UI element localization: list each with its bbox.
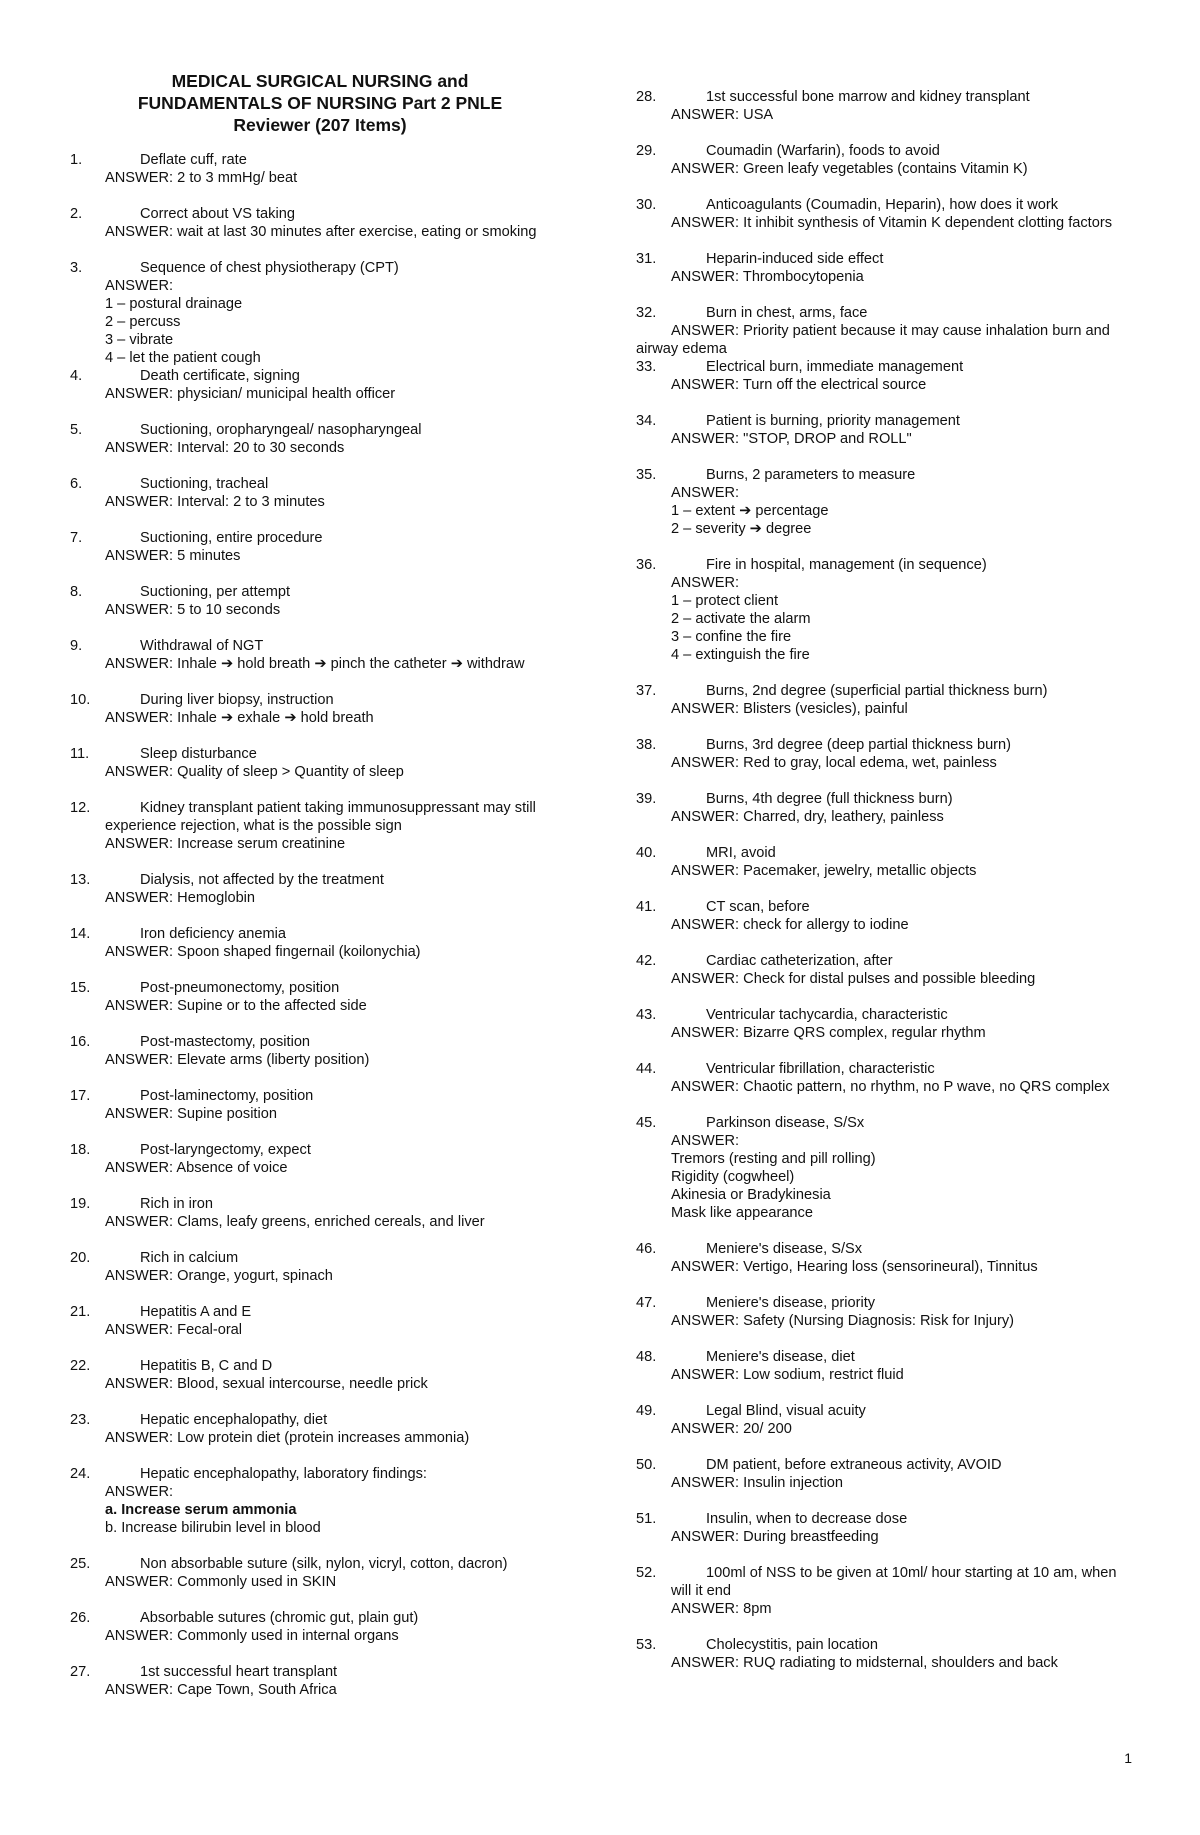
answer-text: ANSWER: Cape Town, South Africa	[105, 1682, 337, 1698]
answer-text: ANSWER: Turn off the electrical source	[671, 377, 927, 393]
answer-text: ANSWER: Insulin injection	[671, 1475, 843, 1491]
qa-item	[70, 475, 570, 511]
question-text: Patient is burning, priority management	[706, 413, 960, 429]
item-number: 44.	[636, 1061, 657, 1077]
question-line	[636, 1564, 1126, 1600]
question-line	[636, 88, 1126, 106]
item-number: 35.	[636, 467, 657, 483]
question-text: Insulin, when to decrease dose	[706, 1511, 908, 1527]
question-line	[70, 583, 570, 601]
question-line	[636, 898, 1126, 916]
qa-item	[70, 205, 570, 241]
qa-item	[70, 979, 570, 1015]
item-number: 8.	[70, 584, 83, 600]
item-number: 45.	[636, 1115, 657, 1131]
answer-text: ANSWER: Priority patient because it may cause inhalation burn and airway edema	[636, 323, 1110, 357]
question-line	[636, 1114, 1126, 1132]
question-text: Kidney transplant patient taking immunosuppressant may still experience rejection, what is the possible sign	[105, 800, 536, 834]
answer-line: 1 – extent ➔ percentage	[671, 503, 829, 519]
answer-text: ANSWER:	[671, 1133, 740, 1149]
question-text: Coumadin (Warfarin), foods to avoid	[706, 143, 940, 159]
question-text: During liver biopsy, instruction	[140, 692, 334, 708]
item-number: 27.	[70, 1664, 91, 1680]
item-number: 41.	[636, 899, 657, 915]
question-text: Burns, 2 parameters to measure	[706, 467, 916, 483]
item-number: 46.	[636, 1241, 657, 1257]
qa-item	[636, 1348, 1126, 1384]
question-text: Post-laryngectomy, expect	[140, 1142, 311, 1158]
question-line	[70, 1411, 570, 1429]
question-text: DM patient, before extraneous activity, AVOID	[706, 1457, 1002, 1473]
question-text: CT scan, before	[706, 899, 810, 915]
item-number: 25.	[70, 1556, 91, 1572]
answer-text: ANSWER: Interval: 20 to 30 seconds	[105, 440, 345, 456]
question-line	[70, 799, 570, 835]
answer-text: ANSWER: Spoon shaped fingernail (koilonychia)	[105, 944, 421, 960]
question-line	[70, 1033, 570, 1051]
question-text: Fire in hospital, management (in sequence)	[706, 557, 987, 573]
answer-line: 2 – severity ➔ degree	[671, 521, 812, 537]
answer-text: ANSWER: Thrombocytopenia	[671, 269, 864, 285]
question-text: Cholecystitis, pain location	[706, 1637, 878, 1653]
question-line	[636, 1060, 1126, 1078]
question-text: Post-mastectomy, position	[140, 1034, 311, 1050]
item-number: 6.	[70, 476, 83, 492]
item-number: 3.	[70, 260, 83, 276]
question-text: Absorbable sutures (chromic gut, plain gut)	[140, 1610, 419, 1626]
item-number: 9.	[70, 638, 83, 654]
answer-text: ANSWER: RUQ radiating to midsternal, shoulders and back	[671, 1655, 1058, 1671]
qa-item	[70, 421, 570, 457]
question-text: Iron deficiency anemia	[140, 926, 287, 942]
question-line	[636, 556, 1126, 574]
answer-text: ANSWER: Clams, leafy greens, enriched cereals, and liver	[105, 1214, 485, 1230]
answer-line: 3 – vibrate	[105, 332, 174, 348]
question-line	[70, 367, 570, 385]
question-text: Ventricular fibrillation, characteristic	[706, 1061, 935, 1077]
question-text: Meniere's disease, diet	[706, 1349, 855, 1365]
qa-item	[70, 1033, 570, 1069]
item-number: 53.	[636, 1637, 657, 1653]
answer-text: ANSWER: It inhibit synthesis of Vitamin K dependent clotting factors	[671, 215, 1112, 231]
qa-item	[636, 844, 1126, 880]
qa-item	[70, 1195, 570, 1231]
question-line	[70, 745, 570, 763]
item-number: 18.	[70, 1142, 91, 1158]
question-line	[70, 1303, 570, 1321]
question-line	[636, 682, 1126, 700]
question-text: Suctioning, tracheal	[140, 476, 269, 492]
left-column	[70, 70, 570, 1717]
item-number: 12.	[70, 800, 91, 816]
qa-item	[70, 745, 570, 781]
qa-item	[636, 1510, 1126, 1546]
qa-item	[70, 637, 570, 673]
answer-text: ANSWER: Bizarre QRS complex, regular rhythm	[671, 1025, 986, 1041]
item-number: 26.	[70, 1610, 91, 1626]
question-line	[70, 979, 570, 997]
question-line	[70, 925, 570, 943]
question-text: Deflate cuff, rate	[140, 152, 247, 168]
left-items	[70, 151, 570, 1699]
question-line	[70, 529, 570, 547]
answer-text: ANSWER: Hemoglobin	[105, 890, 256, 906]
qa-item	[636, 1456, 1126, 1492]
answer-text: ANSWER: Quality of sleep > Quantity of sleep	[105, 764, 404, 780]
question-text: Dialysis, not affected by the treatment	[140, 872, 384, 888]
item-number: 40.	[636, 845, 657, 861]
answer-text: ANSWER: Low protein diet (protein increases ammonia)	[105, 1430, 470, 1446]
qa-item	[70, 367, 570, 403]
qa-item	[636, 196, 1126, 232]
answer-text: ANSWER: During breastfeeding	[671, 1529, 879, 1545]
qa-item	[70, 799, 570, 853]
answer-text: ANSWER: Commonly used in SKIN	[105, 1574, 337, 1590]
answer-text: ANSWER: Red to gray, local edema, wet, painless	[671, 755, 997, 771]
question-line	[636, 1240, 1126, 1258]
question-line	[70, 475, 570, 493]
right-items	[636, 88, 1126, 1672]
answer-line: Mask like appearance	[671, 1205, 813, 1221]
question-line	[636, 412, 1126, 430]
answer-text: ANSWER: Blisters (vesicles), painful	[671, 701, 908, 717]
answer-text: ANSWER: Inhale ➔ exhale ➔ hold breath	[105, 710, 374, 726]
answer-text: ANSWER: wait at last 30 minutes after exercise, eating or smoking	[105, 224, 537, 240]
qa-item	[636, 1636, 1126, 1672]
qa-item	[636, 1564, 1126, 1618]
question-text: 1st successful heart transplant	[140, 1664, 338, 1680]
qa-item	[636, 952, 1126, 988]
answer-text: ANSWER: Blood, sexual intercourse, needle prick	[105, 1376, 428, 1392]
qa-item	[70, 691, 570, 727]
question-line	[636, 358, 1126, 376]
question-line	[70, 871, 570, 889]
item-number: 47.	[636, 1295, 657, 1311]
answer-line: Tremors (resting and pill rolling)	[671, 1151, 876, 1167]
qa-item	[70, 1663, 570, 1699]
item-number: 19.	[70, 1196, 91, 1212]
question-line	[70, 151, 570, 169]
question-line	[636, 1402, 1126, 1420]
question-text: Post-pneumonectomy, position	[140, 980, 340, 996]
question-line	[70, 1465, 570, 1483]
question-text: Parkinson disease, S/Sx	[706, 1115, 865, 1131]
question-line	[70, 259, 570, 277]
item-number: 20.	[70, 1250, 91, 1266]
qa-item	[636, 1006, 1126, 1042]
question-text: Post-laminectomy, position	[140, 1088, 314, 1104]
qa-item	[636, 790, 1126, 826]
answer-line: 2 – percuss	[105, 314, 181, 330]
page-number: 1	[1124, 1750, 1132, 1766]
question-text: Withdrawal of NGT	[140, 638, 264, 654]
qa-item	[636, 412, 1126, 448]
question-line	[636, 1006, 1126, 1024]
qa-item	[636, 358, 1126, 394]
question-line	[636, 736, 1126, 754]
answer-line: a. Increase serum ammonia	[105, 1502, 297, 1518]
question-text: 100ml of NSS to be given at 10ml/ hour starting at 10 am, when will it end	[671, 1565, 1117, 1599]
answer-text: ANSWER: check for allergy to iodine	[671, 917, 909, 933]
qa-item	[70, 259, 570, 367]
answer-text: ANSWER:	[671, 485, 740, 501]
title-line: FUNDAMENTALS OF NURSING Part 2 PNLE	[137, 93, 503, 113]
question-text: Death certificate, signing	[140, 368, 300, 384]
answer-text: ANSWER: Charred, dry, leathery, painless	[671, 809, 944, 825]
answer-text: ANSWER: USA	[671, 107, 774, 123]
question-line	[636, 1510, 1126, 1528]
question-text: Anticoagulants (Coumadin, Heparin), how does it work	[706, 197, 1059, 213]
answer-text: ANSWER: Orange, yogurt, spinach	[105, 1268, 333, 1284]
question-line	[70, 1663, 570, 1681]
item-number: 31.	[636, 251, 657, 267]
question-line	[636, 1348, 1126, 1366]
qa-item	[70, 871, 570, 907]
answer-text: ANSWER: 20/ 200	[671, 1421, 792, 1437]
answer-text: ANSWER:	[671, 575, 740, 591]
item-number: 50.	[636, 1457, 657, 1473]
question-line	[636, 844, 1126, 862]
item-number: 33.	[636, 359, 657, 375]
answer-text: ANSWER:	[105, 278, 174, 294]
question-line	[636, 1456, 1126, 1474]
item-number: 30.	[636, 197, 657, 213]
item-number: 11.	[70, 746, 90, 762]
item-number: 39.	[636, 791, 657, 807]
item-number: 17.	[70, 1088, 91, 1104]
title-line: Reviewer (207 Items)	[233, 115, 407, 135]
qa-item	[70, 529, 570, 565]
answer-text: ANSWER: Green leafy vegetables (contains Vitamin K)	[671, 161, 1028, 177]
item-number: 24.	[70, 1466, 91, 1482]
question-text: Cardiac catheterization, after	[706, 953, 893, 969]
item-number: 42.	[636, 953, 657, 969]
qa-item	[636, 250, 1126, 286]
question-text: Hepatic encephalopathy, diet	[140, 1412, 328, 1428]
question-line	[636, 304, 1126, 322]
question-text: 1st successful bone marrow and kidney transplant	[706, 89, 1030, 105]
answer-text: ANSWER: Safety (Nursing Diagnosis: Risk for Injury)	[671, 1313, 1015, 1329]
item-number: 2.	[70, 206, 83, 222]
question-line	[70, 1609, 570, 1627]
qa-item	[70, 925, 570, 961]
item-number: 38.	[636, 737, 657, 753]
qa-item	[636, 1060, 1126, 1096]
item-number: 43.	[636, 1007, 657, 1023]
question-text: Sleep disturbance	[140, 746, 257, 762]
item-number: 7.	[70, 530, 83, 546]
qa-item	[636, 142, 1126, 178]
answer-line: 3 – confine the fire	[671, 629, 792, 645]
question-line	[636, 952, 1126, 970]
question-text: Legal Blind, visual acuity	[706, 1403, 866, 1419]
question-text: Meniere's disease, S/Sx	[706, 1241, 863, 1257]
answer-text: ANSWER: 8pm	[671, 1601, 772, 1617]
item-number: 5.	[70, 422, 83, 438]
question-text: Electrical burn, immediate management	[706, 359, 964, 375]
qa-item	[636, 466, 1126, 538]
answer-text: ANSWER: Chaotic pattern, no rhythm, no P wave, no QRS complex	[671, 1079, 1110, 1095]
item-number: 52.	[636, 1565, 657, 1581]
question-text: Meniere's disease, priority	[706, 1295, 876, 1311]
qa-item	[70, 1249, 570, 1285]
question-text: Sequence of chest physiotherapy (CPT)	[140, 260, 399, 276]
question-text: Non absorbable suture (silk, nylon, vicryl, cotton, dacron)	[140, 1556, 508, 1572]
qa-item	[636, 736, 1126, 772]
question-text: MRI, avoid	[706, 845, 776, 861]
question-line	[70, 691, 570, 709]
answer-text: ANSWER: Elevate arms (liberty position)	[105, 1052, 370, 1068]
document-title	[70, 70, 570, 136]
answer-text: ANSWER: "STOP, DROP and ROLL"	[671, 431, 912, 447]
question-text: Hepatic encephalopathy, laboratory findings:	[140, 1466, 427, 1482]
question-line	[636, 142, 1126, 160]
question-text: Ventricular tachycardia, characteristic	[706, 1007, 948, 1023]
question-line	[636, 466, 1126, 484]
answer-text: ANSWER: 2 to 3 mmHg/ beat	[105, 170, 298, 186]
qa-item	[636, 556, 1126, 664]
qa-item	[636, 88, 1126, 124]
answer-text: ANSWER: Fecal-oral	[105, 1322, 243, 1338]
item-number: 1.	[70, 152, 83, 168]
item-number: 36.	[636, 557, 657, 573]
answer-line: 1 – postural drainage	[105, 296, 243, 312]
answer-text: ANSWER: Vertigo, Hearing loss (sensorineural), Tinnitus	[671, 1259, 1038, 1275]
question-line	[70, 1249, 570, 1267]
answer-text: ANSWER: 5 minutes	[105, 548, 241, 564]
question-text: Suctioning, per attempt	[140, 584, 291, 600]
answer-line: 2 – activate the alarm	[671, 611, 811, 627]
item-number: 29.	[636, 143, 657, 159]
answer-text: ANSWER: Increase serum creatinine	[105, 836, 346, 852]
question-text: Burns, 4th degree (full thickness burn)	[706, 791, 953, 807]
question-text: Correct about VS taking	[140, 206, 295, 222]
qa-item	[636, 304, 1126, 358]
question-line	[70, 1195, 570, 1213]
question-line	[70, 1141, 570, 1159]
qa-item	[70, 1357, 570, 1393]
item-number: 23.	[70, 1412, 91, 1428]
qa-item	[636, 1114, 1126, 1222]
qa-item	[70, 151, 570, 187]
qa-item	[636, 898, 1126, 934]
item-number: 37.	[636, 683, 657, 699]
answer-line: Rigidity (cogwheel)	[671, 1169, 795, 1185]
answer-line: 4 – extinguish the fire	[671, 647, 810, 663]
item-number: 15.	[70, 980, 91, 996]
answer-text: ANSWER: Interval: 2 to 3 minutes	[105, 494, 325, 510]
qa-item	[70, 583, 570, 619]
answer-line: b. Increase bilirubin level in blood	[105, 1520, 321, 1536]
qa-item	[70, 1609, 570, 1645]
qa-item	[70, 1087, 570, 1123]
question-line	[636, 196, 1126, 214]
question-text: Burns, 2nd degree (superficial partial thickness burn)	[706, 683, 1048, 699]
item-number: 28.	[636, 89, 657, 105]
item-number: 51.	[636, 1511, 657, 1527]
question-text: Rich in iron	[140, 1196, 213, 1212]
question-line	[70, 637, 570, 655]
qa-item	[636, 1402, 1126, 1438]
question-line	[70, 1087, 570, 1105]
item-number: 48.	[636, 1349, 657, 1365]
question-text: Heparin-induced side effect	[706, 251, 884, 267]
right-column	[636, 88, 1126, 1690]
answer-line: 4 – let the patient cough	[105, 350, 261, 366]
question-text: Suctioning, oropharyngeal/ nasopharyngeal	[140, 422, 422, 438]
question-line	[70, 1555, 570, 1573]
item-number: 21.	[70, 1304, 91, 1320]
question-text: Burn in chest, arms, face	[706, 305, 868, 321]
question-line	[70, 205, 570, 223]
question-text: Hepatitis B, C and D	[140, 1358, 273, 1374]
question-text: Suctioning, entire procedure	[140, 530, 323, 546]
answer-text: ANSWER: physician/ municipal health officer	[105, 386, 396, 402]
qa-item	[70, 1465, 570, 1537]
item-number: 4.	[70, 368, 83, 384]
item-number: 14.	[70, 926, 91, 942]
answer-line: 1 – protect client	[671, 593, 779, 609]
item-number: 32.	[636, 305, 657, 321]
question-text: Hepatitis A and E	[140, 1304, 252, 1320]
answer-line: Akinesia or Bradykinesia	[671, 1187, 831, 1203]
answer-text: ANSWER:	[105, 1484, 174, 1500]
answer-text: ANSWER: Inhale ➔ hold breath ➔ pinch the catheter ➔ withdraw	[105, 656, 525, 672]
question-line	[636, 1636, 1126, 1654]
question-line	[636, 250, 1126, 268]
title-line: MEDICAL SURGICAL NURSING and	[171, 71, 469, 91]
item-number: 34.	[636, 413, 657, 429]
question-text: Burns, 3rd degree (deep partial thickness burn)	[706, 737, 1012, 753]
qa-item	[636, 1294, 1126, 1330]
item-number: 16.	[70, 1034, 91, 1050]
item-number: 13.	[70, 872, 91, 888]
item-number: 22.	[70, 1358, 91, 1374]
answer-text: ANSWER: Supine or to the affected side	[105, 998, 367, 1014]
item-number: 49.	[636, 1403, 657, 1419]
answer-text: ANSWER: Commonly used in internal organs	[105, 1628, 399, 1644]
question-line	[70, 421, 570, 439]
qa-item	[70, 1141, 570, 1177]
item-number: 10.	[70, 692, 91, 708]
answer-text: ANSWER: Check for distal pulses and possible bleeding	[671, 971, 1036, 987]
answer-text: ANSWER: Low sodium, restrict fluid	[671, 1367, 904, 1383]
qa-item	[70, 1303, 570, 1339]
answer-text: ANSWER: Absence of voice	[105, 1160, 288, 1176]
qa-item	[70, 1411, 570, 1447]
qa-item	[636, 1240, 1126, 1276]
question-line	[636, 1294, 1126, 1312]
question-line	[70, 1357, 570, 1375]
question-text: Rich in calcium	[140, 1250, 239, 1266]
answer-text: ANSWER: 5 to 10 seconds	[105, 602, 281, 618]
question-line	[636, 790, 1126, 808]
qa-item	[70, 1555, 570, 1591]
qa-item	[636, 682, 1126, 718]
answer-text: ANSWER: Pacemaker, jewelry, metallic objects	[671, 863, 977, 879]
answer-text: ANSWER: Supine position	[105, 1106, 277, 1122]
